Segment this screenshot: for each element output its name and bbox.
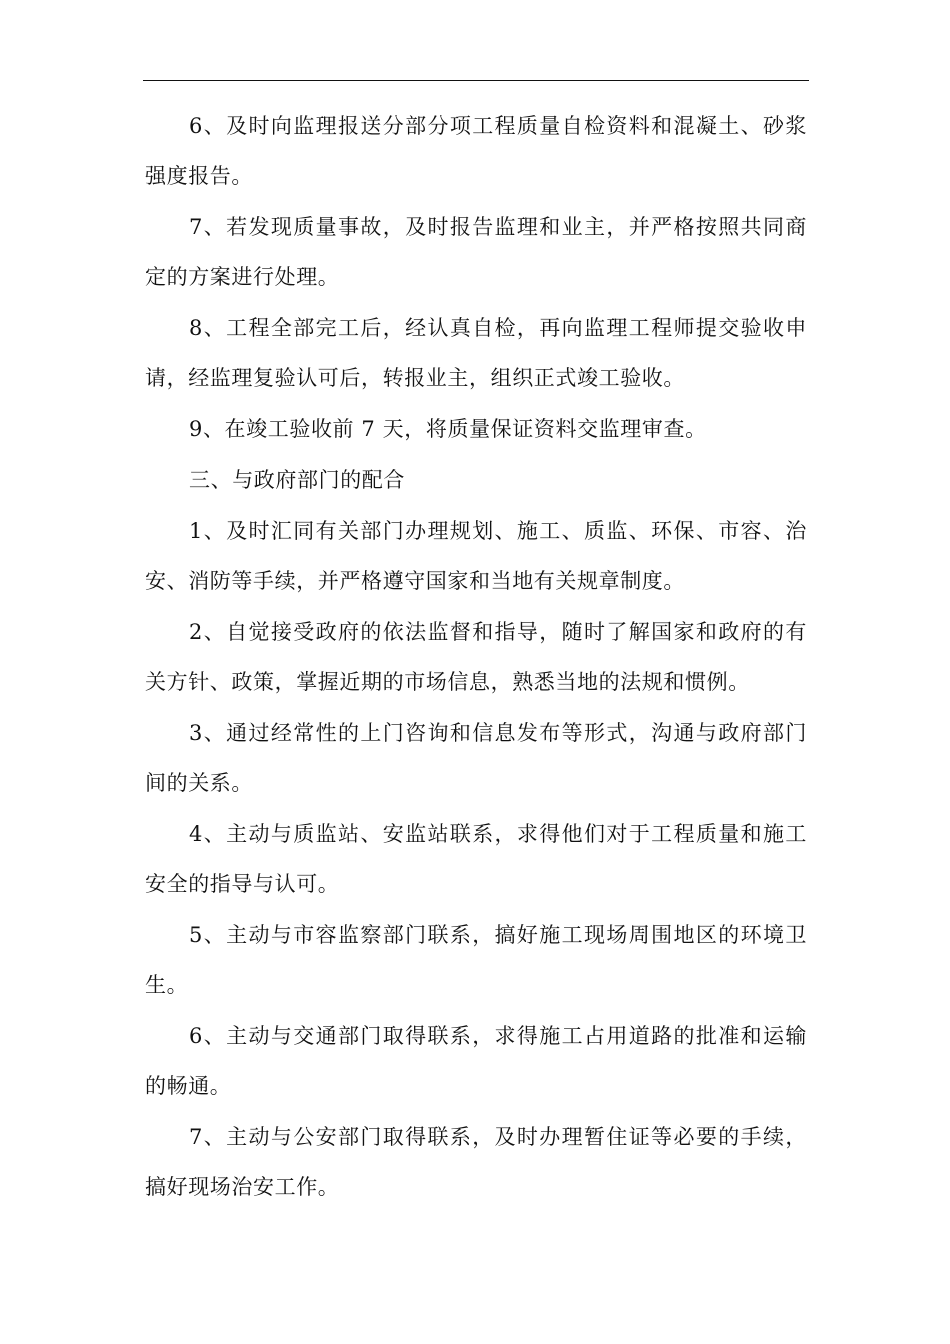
section-heading-government: 三、与政府部门的配合: [189, 468, 405, 492]
paragraph-quality-accident: 7、若发现质量事故，及时报告监理和业主，并严格按照共同商定的方案进行处理。: [145, 215, 807, 289]
paragraph-traffic: 6、主动与交通部门取得联系，求得施工占用道路的批准和运输的畅通。: [145, 1024, 807, 1098]
paragraph-city-appearance: 5、主动与市容监察部门联系，搞好施工现场周围地区的环境卫生。: [145, 923, 807, 997]
paragraph-quality-report: 6、及时向监理报送分部分项工程质量自检资料和混凝土、砂浆强度报告。: [145, 114, 807, 188]
paragraph-completion-acceptance: 8、工程全部完工后，经认真自检，再向监理工程师提交验收申请，经监理复验认可后，转报业主，组织正式竣工验收。: [145, 316, 807, 390]
header-rule: [143, 80, 809, 81]
paragraph-quality-safety-stations: 4、主动与质监站、安监站联系，求得他们对于工程质量和施工安全的指导与认可。: [145, 822, 807, 896]
paragraph-procedures: 1、及时汇同有关部门办理规划、施工、质监、环保、市容、治安、消防等手续，并严格遵守国家和当地有关规章制度。: [145, 519, 807, 593]
paragraph-supervision: 2、自觉接受政府的依法监督和指导，随时了解国家和政府的有关方针、政策，掌握近期的市场信息，熟悉当地的法规和惯例。: [145, 620, 807, 694]
paragraph-public-security: 7、主动与公安部门取得联系，及时办理暂住证等必要的手续，搞好现场治安工作。: [145, 1125, 807, 1199]
paragraph-consultation: 3、通过经常性的上门咨询和信息发布等形式，沟通与政府部门间的关系。: [145, 721, 807, 795]
document-body: [145, 101, 807, 1213]
paragraph-quality-documents: 9、在竣工验收前 7 天，将质量保证资料交监理审查。: [189, 417, 707, 441]
